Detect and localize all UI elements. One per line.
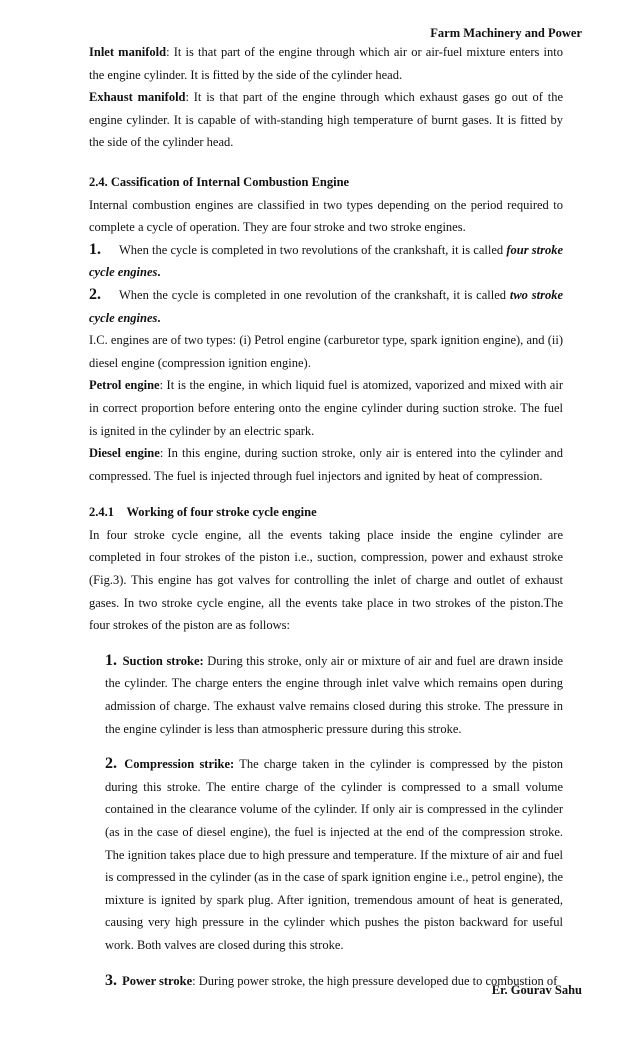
four-stroke-intro: In four stroke cycle engine, all the events taking place inside the engine cylinder are completed in four strokes of the piston i.e., suction, compression, power and exhaust stroke (Fig.3). This engine has got valves for controlling the inlet of charge and outlet of exhaust gases. In two stroke cycle engine, all the events take place in two strokes of the piston.The four strokes of the piston are as follows:: [89, 527, 563, 633]
inlet-manifold-text: : It is that part of the engine through which air or air-fuel mixture enters into the engine cylinder. It is fitted by the side of the cylinder head.: [89, 45, 563, 82]
stroke-term: Suction stroke:: [122, 653, 204, 668]
item-1-number: 1.: [89, 240, 101, 258]
item-2-end: .: [157, 310, 161, 325]
stroke-item: [105, 650, 563, 740]
page-header: Farm Machinery and Power: [430, 26, 582, 40]
stroke-number: 1.: [105, 651, 117, 669]
exhaust-manifold-term: Exhaust manifold: [89, 90, 186, 105]
section-heading-2-4-1: 2.4.1 Working of four stroke cycle engine: [89, 505, 317, 520]
stroke-text: The charge taken in the cylinder is compressed by the piston during this stroke. The entire charge of the cylinder is compressed to a small volume contained in the clearance volume of the cylinder. If only air is compressed in the cylinder (as in the case of diesel engine), the fuel is injected at the end of the compression stroke. The ignition takes place due to high pressure and temperature. If the mixture of air and fuel is compressed in the cylinder (as in the case of spark ignition engine i.e., petrol engine), the mixture is ignited by spark plug. After ignition, tremendous amount of heat is generated, causing very high pressure in the cylinder which pushes the piston backward for useful work. Both valves are closed during this stroke.: [105, 757, 563, 952]
inlet-manifold-paragraph: [89, 41, 563, 86]
petrol-engine-term: Petrol engine: [89, 378, 160, 393]
diesel-engine-term: Diesel engine: [89, 446, 160, 461]
stroke-number: 2.: [105, 755, 117, 773]
item-2-term: two stroke cycle engines: [89, 287, 563, 325]
inlet-manifold-term: Inlet manifold: [89, 45, 167, 59]
petrol-engine-text: : It is the engine, in which liquid fuel is atomized, vaporized and mixed with air in correct proportion before entering onto the engine cylinder during suction stroke. The fuel is ignited in the cylinder by an electric spark.: [89, 378, 563, 438]
section-heading-2-4: 2.4. Cassification of Internal Combustion Engine: [89, 174, 350, 189]
stroke-term: Power stroke: [122, 973, 193, 988]
exhaust-manifold-paragraph: [89, 86, 563, 154]
stroke-text: During this stroke, only air or mixture of air and fuel are drawn inside the cylinder. The charge enters the engine through inlet valve which remains open during admission of charge. The exhaust valve remains closed during this stroke. The pressure in the engine cylinder is less than atmospheric pressure during this stroke.: [105, 653, 563, 736]
classification-intro: Internal combustion engines are classified in two types depending on the period required to complete a cycle of operation. They are four stroke and two stroke engines.: [89, 197, 563, 235]
item-1-term: four stroke cycle engines: [89, 242, 564, 280]
stroke-term: Compression strike:: [124, 757, 235, 772]
exhaust-manifold-text: : It is that part of the engine through which exhaust gases go out of the engine cylinder. It is capable of with-standing high temperature of burnt gases. It is fitted by the side of the cylinder head.: [89, 90, 563, 150]
item-2-text: When the cycle is completed in one revolution of the crankshaft, it is called: [119, 287, 510, 302]
page-body: [89, 41, 563, 992]
diesel-engine-paragraph: [89, 442, 563, 487]
petrol-engine-paragraph: [89, 374, 563, 442]
stroke-number: 3.: [105, 971, 117, 989]
stroke-text: : During power stroke, the high pressure developed due to combustion of: [192, 973, 558, 988]
classification-item-2: [89, 284, 563, 329]
page-footer: Er. Gourav Sahu: [491, 983, 582, 997]
item-1-text: When the cycle is completed in two revolutions of the crankshaft, it is called: [119, 242, 507, 257]
item-2-number: 2.: [89, 285, 101, 303]
classification-item-1: [89, 239, 563, 284]
stroke-item: [105, 753, 563, 956]
item-1-end: .: [157, 265, 161, 280]
ic-engine-types: I.C. engines are of two types: (i) Petrol engine (carburetor type, spark ignition engine), and (ii) diesel engine (compression ignition engine).: [89, 333, 563, 370]
diesel-engine-text: : In this engine, during suction stroke, only air is entered into the cylinder and compressed. The fuel is injected through fuel injectors and ignited by heat of compression.: [89, 446, 563, 483]
